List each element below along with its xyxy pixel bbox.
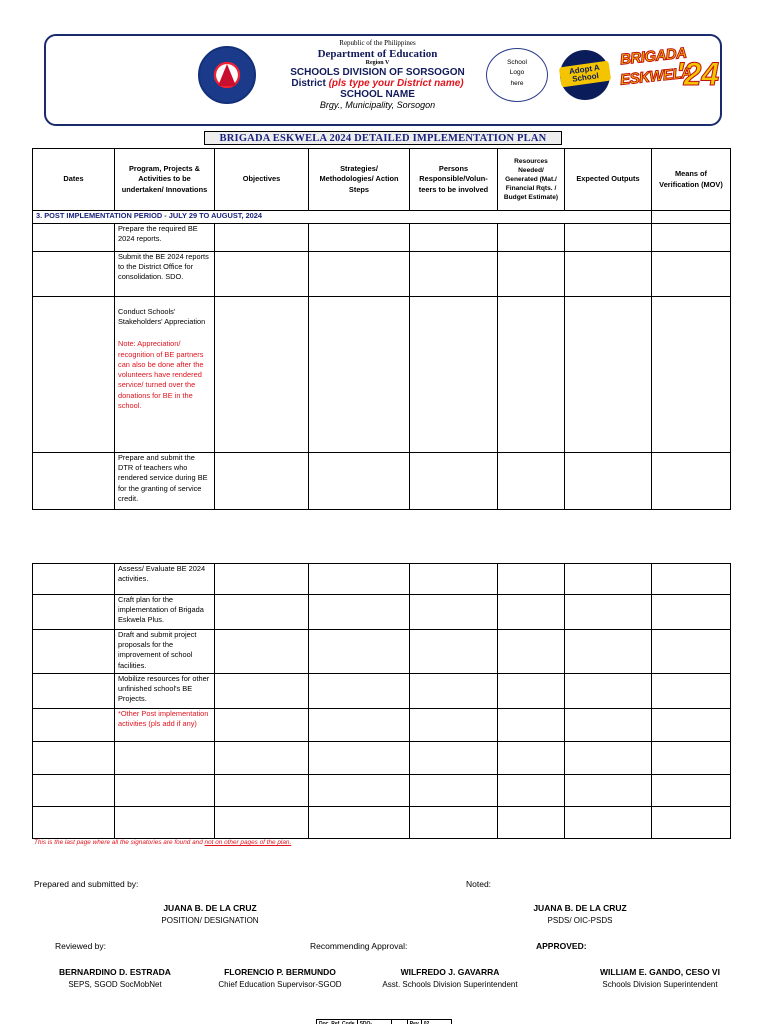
table-row <box>33 564 731 595</box>
table-cell[interactable] <box>309 630 410 674</box>
table-cell[interactable] <box>652 775 731 807</box>
column-header: Resources Needed/ Generated (Mat./ Financial Rqts. / Budget Estimate) <box>498 149 565 211</box>
table-cell[interactable] <box>410 595 498 630</box>
section-label: 3. POST IMPLEMENTATION PERIOD - JULY 29 TO AUGUST, 2024 <box>33 211 652 224</box>
table-cell[interactable] <box>652 709 731 742</box>
adopt-a-school-logo <box>560 50 610 100</box>
table-cell[interactable] <box>498 674 565 709</box>
prepared-label: Prepared and submitted by: <box>34 879 139 889</box>
section-row <box>33 211 731 224</box>
table-cell[interactable] <box>33 709 115 742</box>
republic-text: Republic of the Philippines <box>339 39 416 47</box>
column-header: Persons Responsible/Volun-teers to be involved <box>410 149 498 211</box>
table-cell[interactable] <box>309 807 410 839</box>
column-header: Objectives <box>215 149 309 211</box>
table-cell[interactable] <box>565 564 652 595</box>
brigada-eskwela-logo <box>618 44 720 106</box>
table-cell[interactable] <box>215 674 309 709</box>
table-row <box>33 252 731 297</box>
school-name: SCHOOL NAME <box>340 89 415 101</box>
logo-line: School <box>507 59 527 66</box>
activity-cell[interactable]: Craft plan for the implementation of Brigada Eskwela Plus. <box>115 595 215 630</box>
table-cell[interactable] <box>33 807 115 839</box>
table-cell[interactable] <box>410 564 498 595</box>
table-cell[interactable] <box>652 630 731 674</box>
activity-note: Note: Appreciation/ recognition of BE partners can also be done after the volunteers have rendered service/ turned over the donations for BE in the school. <box>118 339 204 410</box>
table-row <box>33 807 731 839</box>
plan-title: BRIGADA ESKWELA 2024 DETAILED IMPLEMENTATION PLAN <box>204 131 562 145</box>
doc-ref-label: Doc. Ref. Code <box>317 1020 358 1024</box>
table-cell[interactable] <box>652 224 731 252</box>
table-cell[interactable] <box>33 252 115 297</box>
eskwela-logo-word: ESKWELA <box>619 64 693 89</box>
approver-position: Schools Division Superintendent <box>602 980 718 989</box>
table-row <box>33 297 731 453</box>
adopt-logo-text: Adopt A School <box>559 61 611 88</box>
activity-cell[interactable] <box>115 807 215 839</box>
table-cell[interactable] <box>215 709 309 742</box>
table-row <box>33 709 731 742</box>
school-logo-placeholder <box>486 48 548 102</box>
column-header: Means of Verification (MOV) <box>652 149 731 211</box>
district-line <box>270 78 485 89</box>
table-cell[interactable] <box>33 453 115 510</box>
column-header: Dates <box>33 149 115 211</box>
division-text: SCHOOLS DIVISION OF SORSOGON <box>290 66 465 78</box>
table-cell[interactable] <box>565 775 652 807</box>
approver-name: WILLIAM E. GANDO, CESO VI <box>600 967 720 977</box>
district-label: District <box>291 78 326 90</box>
doc-ref-value: SDO- <box>358 1020 392 1024</box>
activity-cell[interactable] <box>115 297 215 453</box>
table-cell[interactable] <box>652 674 731 709</box>
table-cell[interactable] <box>410 674 498 709</box>
table-cell[interactable] <box>33 742 115 775</box>
activity-text: Conduct Schools' Stakeholders' Appreciation <box>118 307 206 327</box>
table-cell[interactable] <box>309 252 410 297</box>
table-row <box>33 742 731 775</box>
recommender2-name: WILFREDO J. GAVARRA <box>400 967 500 977</box>
table-cell[interactable] <box>215 775 309 807</box>
noted-name: JUANA B. DE LA CRUZ <box>533 903 627 913</box>
activity-cell[interactable]: Submit the BE 2024 reports to the District Office for consolidation. SDO. <box>115 252 215 297</box>
column-header: Strategies/ Methodologies/ Action Steps <box>309 149 410 211</box>
doc-ref-blank <box>392 1020 408 1024</box>
table-row <box>33 674 731 709</box>
footnote-text: This is the last page where all the signatories are found and <box>34 839 205 846</box>
table-cell[interactable] <box>410 709 498 742</box>
table-header-row <box>33 149 731 211</box>
table-row <box>33 453 731 510</box>
table-cell[interactable] <box>652 211 731 224</box>
noted-label: Noted: <box>466 879 492 889</box>
activity-cell[interactable] <box>115 742 215 775</box>
noted-position: PSDS/ OIC-PSDS <box>547 916 613 925</box>
deped-seal-logo <box>198 46 256 104</box>
table-cell[interactable] <box>410 775 498 807</box>
footnote-underlined-text: not on other pages of the plan. <box>204 839 292 846</box>
table-cell[interactable] <box>652 297 731 453</box>
rev-label: Rev <box>408 1020 422 1024</box>
table-row <box>33 630 731 674</box>
activity-cell[interactable]: Assess/ Evaluate BE 2024 activities. <box>115 564 215 595</box>
table-cell[interactable] <box>498 630 565 674</box>
table-cell[interactable] <box>498 564 565 595</box>
table-cell[interactable] <box>33 224 115 252</box>
table-cell[interactable] <box>652 595 731 630</box>
table-cell[interactable] <box>33 595 115 630</box>
table-cell[interactable] <box>498 742 565 775</box>
table-cell[interactable] <box>309 297 410 453</box>
reviewer-position: SEPS, SGOD SocMobNet <box>68 980 162 989</box>
logo-line: Logo <box>509 69 525 77</box>
letterhead-text <box>270 40 485 111</box>
activity-cell[interactable] <box>115 775 215 807</box>
table-cell[interactable] <box>215 807 309 839</box>
table-cell[interactable] <box>215 252 309 297</box>
table-cell[interactable] <box>498 709 565 742</box>
table-cell[interactable] <box>309 595 410 630</box>
brigada-logo-year: '24 <box>676 56 720 92</box>
table-cell[interactable] <box>215 297 309 453</box>
table-cell[interactable] <box>309 775 410 807</box>
reviewer-name: BERNARDINO D. ESTRADA <box>59 967 171 977</box>
approved-label: APPROVED: <box>536 941 587 951</box>
table-cell[interactable] <box>565 742 652 775</box>
table-cell[interactable] <box>410 807 498 839</box>
table-row <box>33 224 731 252</box>
table-cell[interactable] <box>33 297 115 453</box>
region-text: Region V <box>365 60 390 67</box>
recommender1-name: FLORENCIO P. BERMUNDO <box>224 967 336 977</box>
district-placeholder: (pls type your District name) <box>328 78 464 90</box>
table-cell[interactable] <box>565 252 652 297</box>
table-cell[interactable] <box>215 564 309 595</box>
implementation-table-continued <box>32 563 731 839</box>
table-cell[interactable] <box>410 252 498 297</box>
table-cell[interactable] <box>33 564 115 595</box>
table-cell[interactable] <box>565 630 652 674</box>
table-cell[interactable] <box>410 630 498 674</box>
department-text: Department of Education <box>317 47 438 60</box>
doc-ref-box <box>316 1019 452 1024</box>
column-header: Expected Outputs <box>565 149 652 211</box>
reviewed-label: Reviewed by: <box>55 941 107 951</box>
table-cell[interactable] <box>498 224 565 252</box>
rev-value: 02 <box>423 1021 430 1024</box>
activity-cell[interactable]: Prepare and submit the DTR of teachers who rendered service during BE for the granting of service credit. <box>115 453 215 510</box>
table-cell[interactable] <box>498 297 565 453</box>
activity-cell[interactable]: *Other Post implementation activities (pls add if any) <box>115 709 215 742</box>
table-cell[interactable] <box>309 564 410 595</box>
table-cell[interactable] <box>309 742 410 775</box>
table-cell[interactable] <box>565 674 652 709</box>
recommending-label: Recommending Approval: <box>310 941 408 951</box>
table-cell[interactable] <box>410 453 498 510</box>
table-cell[interactable] <box>215 595 309 630</box>
table-cell[interactable] <box>498 775 565 807</box>
table-cell[interactable] <box>309 674 410 709</box>
school-address: Brgy., Municipality, Sorsogon <box>319 100 436 111</box>
table-cell[interactable] <box>498 595 565 630</box>
activity-cell[interactable]: Mobilize resources for other unfinished school's BE Projects. <box>115 674 215 709</box>
table-cell[interactable] <box>565 297 652 453</box>
table-cell[interactable] <box>410 224 498 252</box>
table-cell[interactable] <box>309 453 410 510</box>
table-cell[interactable] <box>33 674 115 709</box>
table-cell[interactable] <box>215 453 309 510</box>
table-cell[interactable] <box>410 742 498 775</box>
table-cell[interactable] <box>498 807 565 839</box>
recommender2-position: Asst. Schools Division Superintendent <box>382 980 518 989</box>
table-cell[interactable] <box>565 807 652 839</box>
table-cell[interactable] <box>498 252 565 297</box>
activity-cell[interactable]: Prepare the required BE 2024 reports. <box>115 224 215 252</box>
table-cell[interactable] <box>652 453 731 510</box>
table-cell[interactable] <box>565 453 652 510</box>
logo-line: here <box>510 79 524 87</box>
table-cell[interactable] <box>309 709 410 742</box>
table-row <box>33 775 731 807</box>
column-header: Program, Projects & Activities to be undertaken/ Innovations <box>115 149 215 211</box>
signatory-footnote <box>34 839 291 846</box>
table-cell[interactable] <box>215 742 309 775</box>
prepared-name: JUANA B. DE LA CRUZ <box>163 903 257 913</box>
brigada-logo-word: BRIGADA <box>619 44 688 69</box>
recommender1-position: Chief Education Supervisor-SGOD <box>218 980 342 989</box>
table-cell[interactable] <box>33 775 115 807</box>
table-cell[interactable] <box>33 630 115 674</box>
table-cell[interactable] <box>652 564 731 595</box>
table-cell[interactable] <box>565 595 652 630</box>
activity-cell[interactable]: Draft and submit project proposals for the improvement of school facilities. <box>115 630 215 674</box>
table-cell[interactable] <box>652 252 731 297</box>
table-cell[interactable] <box>565 224 652 252</box>
table-cell[interactable] <box>410 297 498 453</box>
table-row <box>33 595 731 630</box>
table-cell[interactable] <box>652 807 731 839</box>
table-cell[interactable] <box>309 224 410 252</box>
table-cell[interactable] <box>498 453 565 510</box>
table-cell[interactable] <box>215 224 309 252</box>
table-cell[interactable] <box>652 742 731 775</box>
table-cell[interactable] <box>215 630 309 674</box>
prepared-position: POSITION/ DESIGNATION <box>161 916 259 925</box>
table-cell[interactable] <box>565 709 652 742</box>
implementation-table <box>32 148 731 510</box>
